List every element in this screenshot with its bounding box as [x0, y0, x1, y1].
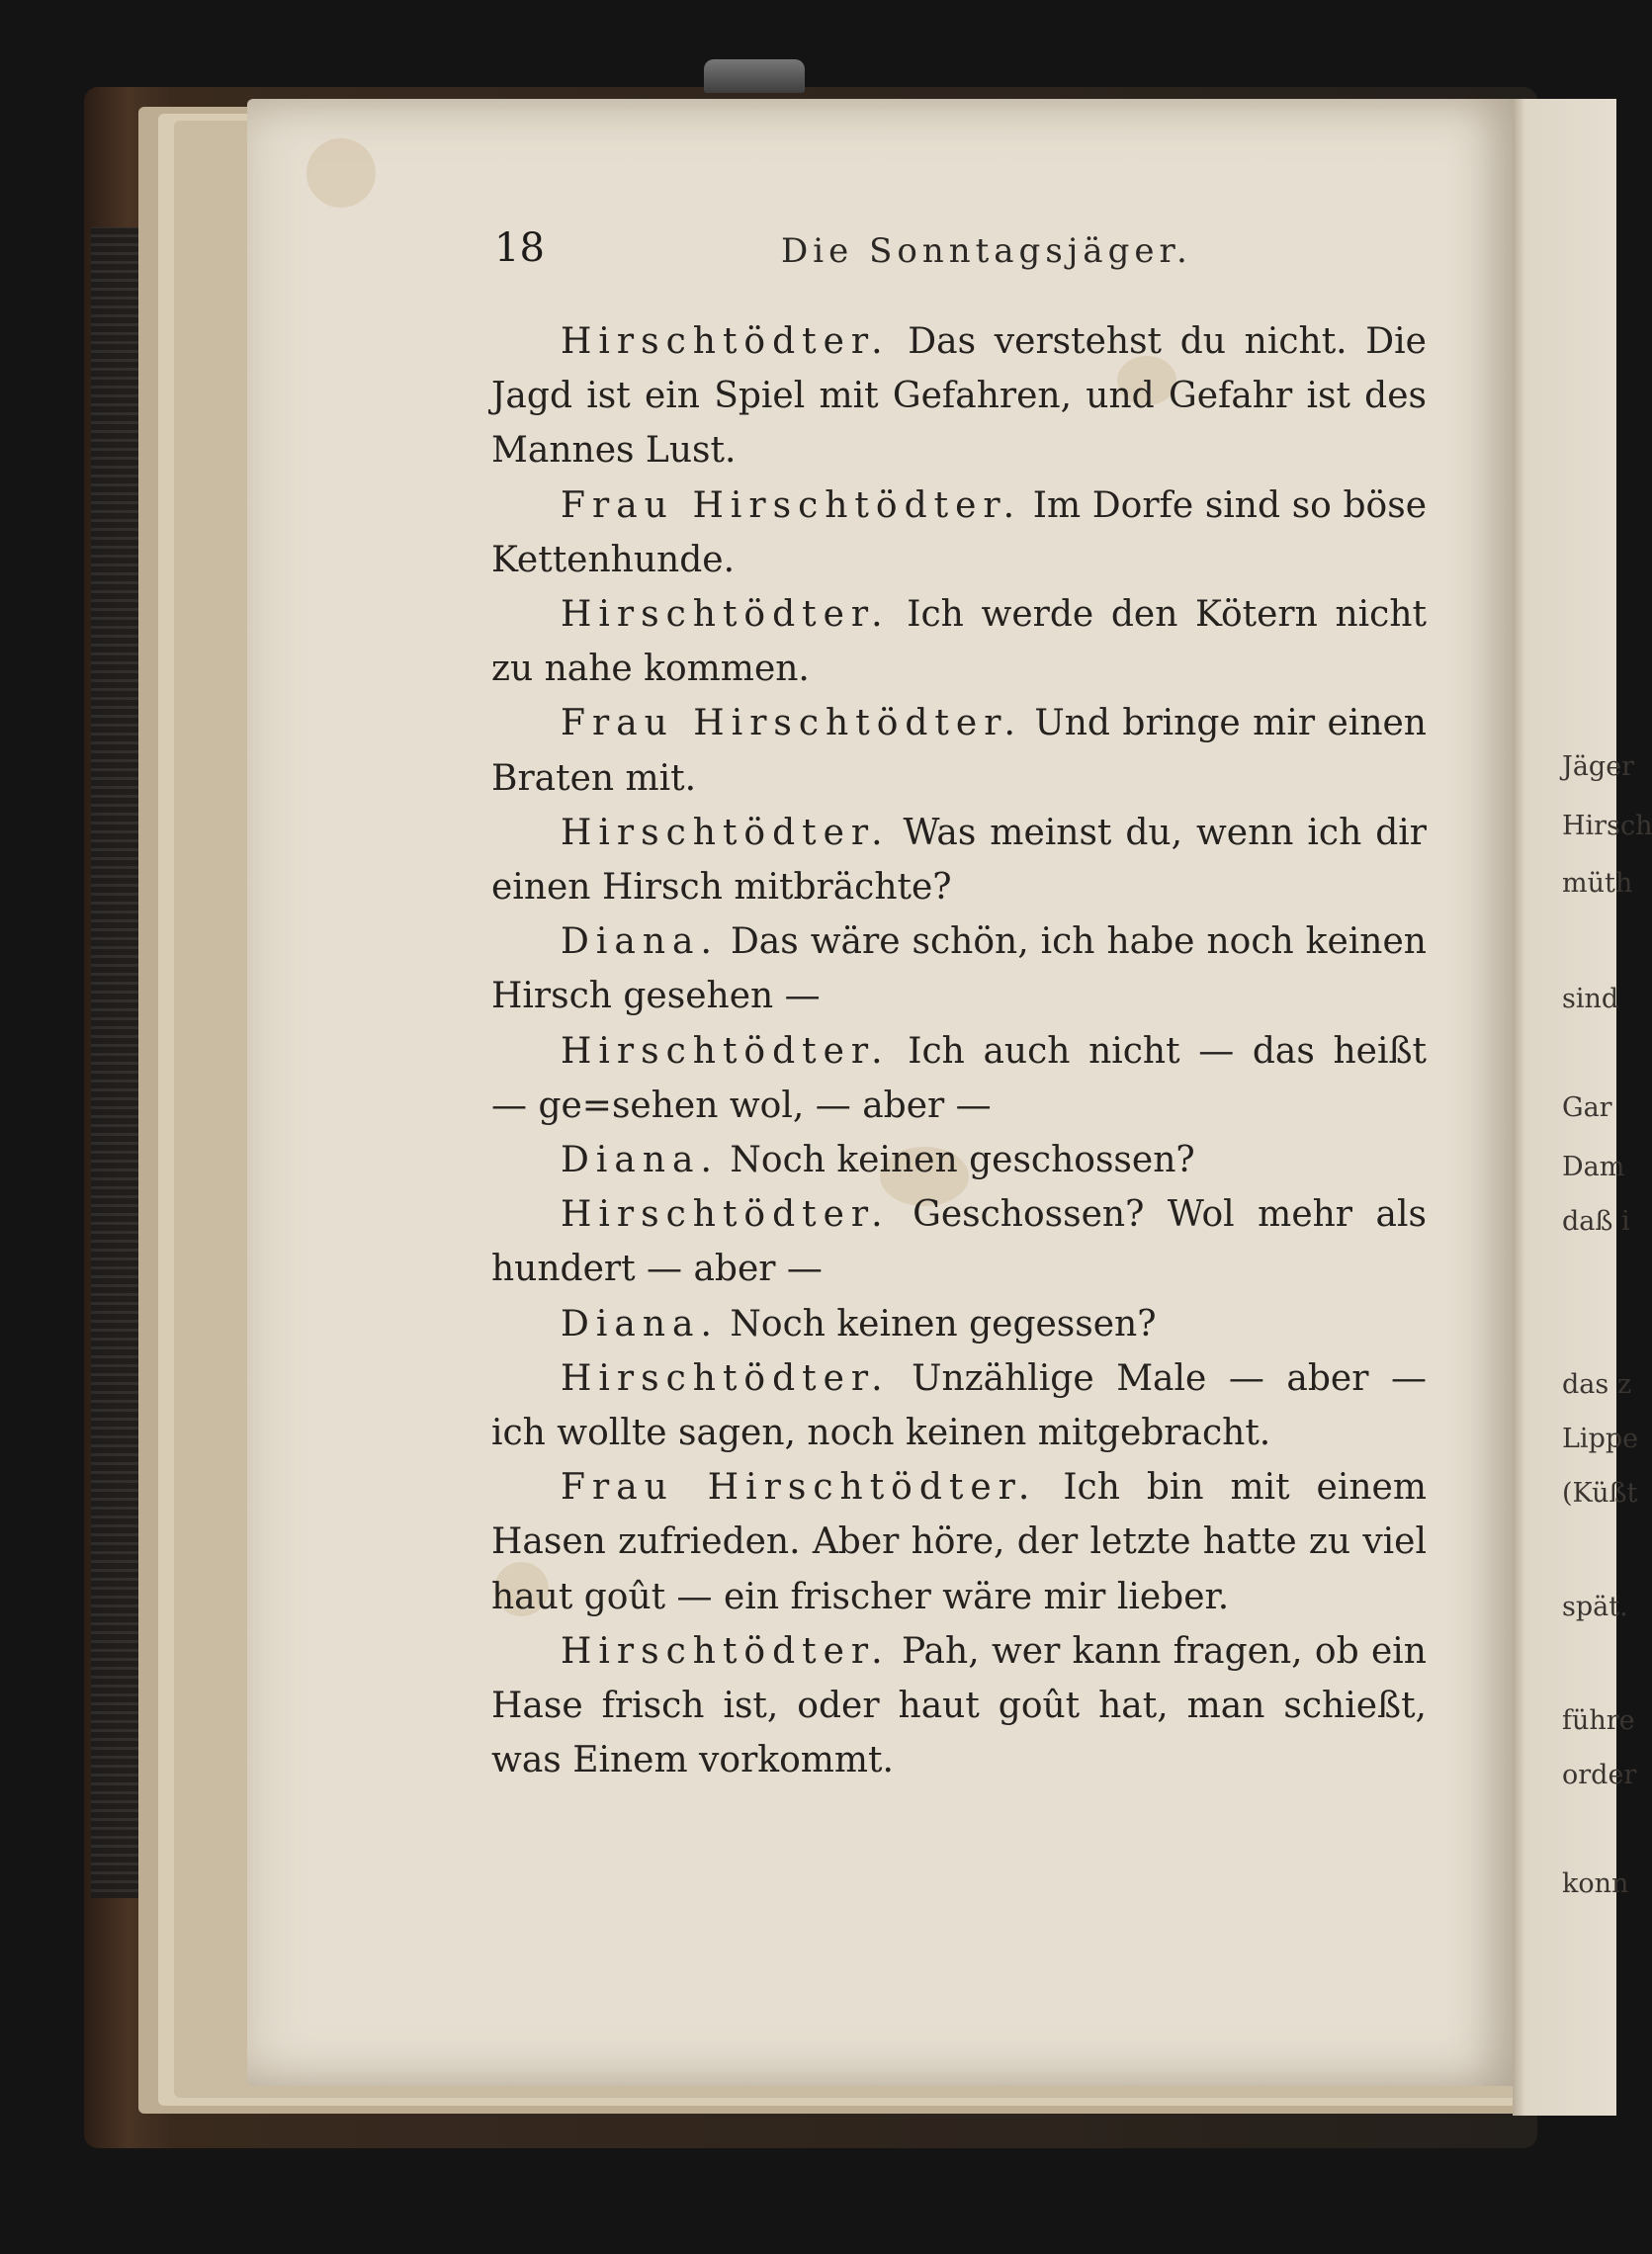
- speaker-name: Diana.: [561, 1303, 719, 1344]
- dialogue-text: Das verstehst du nicht. Die Jagd ist ein Spiel mit Gefahren, und Gefahr ist des Mannes Lust.: [491, 321, 1427, 472]
- facing-text-fragment: Lippe: [1562, 1424, 1639, 1454]
- facing-text-fragment: daß i: [1562, 1206, 1630, 1237]
- facing-text-fragment: Gar: [1562, 1092, 1612, 1123]
- speaker-name: Frau Hirschtödter.: [561, 484, 1022, 526]
- facing-text-fragment: führe: [1562, 1705, 1635, 1736]
- dialogue-text: Geschossen? Wol mehr als hundert — aber —: [491, 1194, 1427, 1290]
- dialogue-paragraph: [491, 478, 1427, 587]
- dialogue-text: Noch keinen gegessen?: [730, 1303, 1157, 1344]
- facing-text-fragment: order: [1562, 1760, 1637, 1790]
- dialogue-paragraph: [491, 1624, 1427, 1788]
- running-title: Die Sonntagsjäger.: [781, 231, 1192, 271]
- facing-text-fragment: sind: [1562, 984, 1619, 1014]
- facing-text-fragment: (Küßt: [1562, 1478, 1638, 1509]
- dialogue-paragraph: [491, 587, 1427, 696]
- facing-page-edge: [1513, 99, 1652, 2116]
- dialogue-text: Was meinst du, wenn ich dir einen Hirsch mitbrächte?: [491, 812, 1427, 909]
- dialogue-text: Ich auch nicht — das heißt — ge=sehen wol, — aber —: [491, 1030, 1427, 1126]
- speaker-name: Hirschtödter.: [561, 594, 890, 636]
- speaker-name: Hirschtödter.: [561, 812, 890, 853]
- play-text: [491, 314, 1427, 1787]
- dialogue-text: Das wäre schön, ich habe noch keinen Hirsch gesehen —: [491, 921, 1427, 1017]
- dialogue-text: Unzählige Male — aber — ich wollte sagen, noch keinen mitgebracht.: [491, 1357, 1427, 1454]
- facing-text-fragment: spät.: [1562, 1592, 1628, 1622]
- foxing-spot: [306, 138, 376, 208]
- dialogue-paragraph: [491, 1133, 1427, 1187]
- dialogue-text: Pah, wer kann fragen, ob ein Hase frisch ist, oder haut goût hat, man schießt, was Einem vorkommt.: [491, 1630, 1427, 1781]
- speaker-name: Hirschtödter.: [561, 321, 890, 362]
- dialogue-paragraph: [491, 1024, 1427, 1133]
- dialogue-paragraph: [491, 806, 1427, 914]
- facing-text-fragment: müth: [1562, 868, 1633, 899]
- book-clasp: [704, 59, 805, 93]
- speaker-name: Hirschtödter.: [561, 1194, 890, 1236]
- dialogue-paragraph: [491, 1297, 1427, 1351]
- dialogue-paragraph: [491, 1187, 1427, 1296]
- facing-text-fragment: Hirsch: [1562, 811, 1652, 841]
- dialogue-text: Und bringe mir einen Braten mit.: [491, 703, 1427, 799]
- spine-binding: [91, 227, 142, 1898]
- facing-text-fragment: Jäger: [1562, 751, 1635, 782]
- dialogue-text: Ich werde den Kötern nicht zu nahe kommen.: [491, 594, 1427, 690]
- dialogue-text: Noch keinen geschossen?: [730, 1140, 1195, 1181]
- speaker-name: Frau Hirschtödter.: [561, 1467, 1037, 1509]
- speaker-name: Hirschtödter.: [561, 1030, 890, 1072]
- dialogue-paragraph: [491, 1460, 1427, 1624]
- facing-text-fragment: das z: [1562, 1369, 1632, 1400]
- dialogue-paragraph: [491, 1351, 1427, 1460]
- speaker-name: Hirschtödter.: [561, 1357, 890, 1399]
- dialogue-paragraph: [491, 914, 1427, 1023]
- dialogue-text: Ich bin mit einem Hasen zufrieden. Aber höre, der letzte hatte zu viel haut goût — ein frischer wäre mir lieber.: [491, 1467, 1427, 1617]
- speaker-name: Diana.: [561, 1140, 719, 1181]
- speaker-name: Frau Hirschtödter.: [561, 703, 1022, 744]
- dialogue-paragraph: [491, 696, 1427, 805]
- page-number: 18: [494, 225, 545, 271]
- dialogue-text: Im Dorfe sind so böse Kettenhunde.: [491, 484, 1428, 580]
- facing-text-fragment: konn: [1562, 1868, 1629, 1899]
- speaker-name: Hirschtödter.: [561, 1630, 890, 1672]
- facing-text-fragment: Dam: [1562, 1152, 1625, 1182]
- speaker-name: Diana.: [561, 921, 719, 963]
- dialogue-paragraph: [491, 314, 1427, 478]
